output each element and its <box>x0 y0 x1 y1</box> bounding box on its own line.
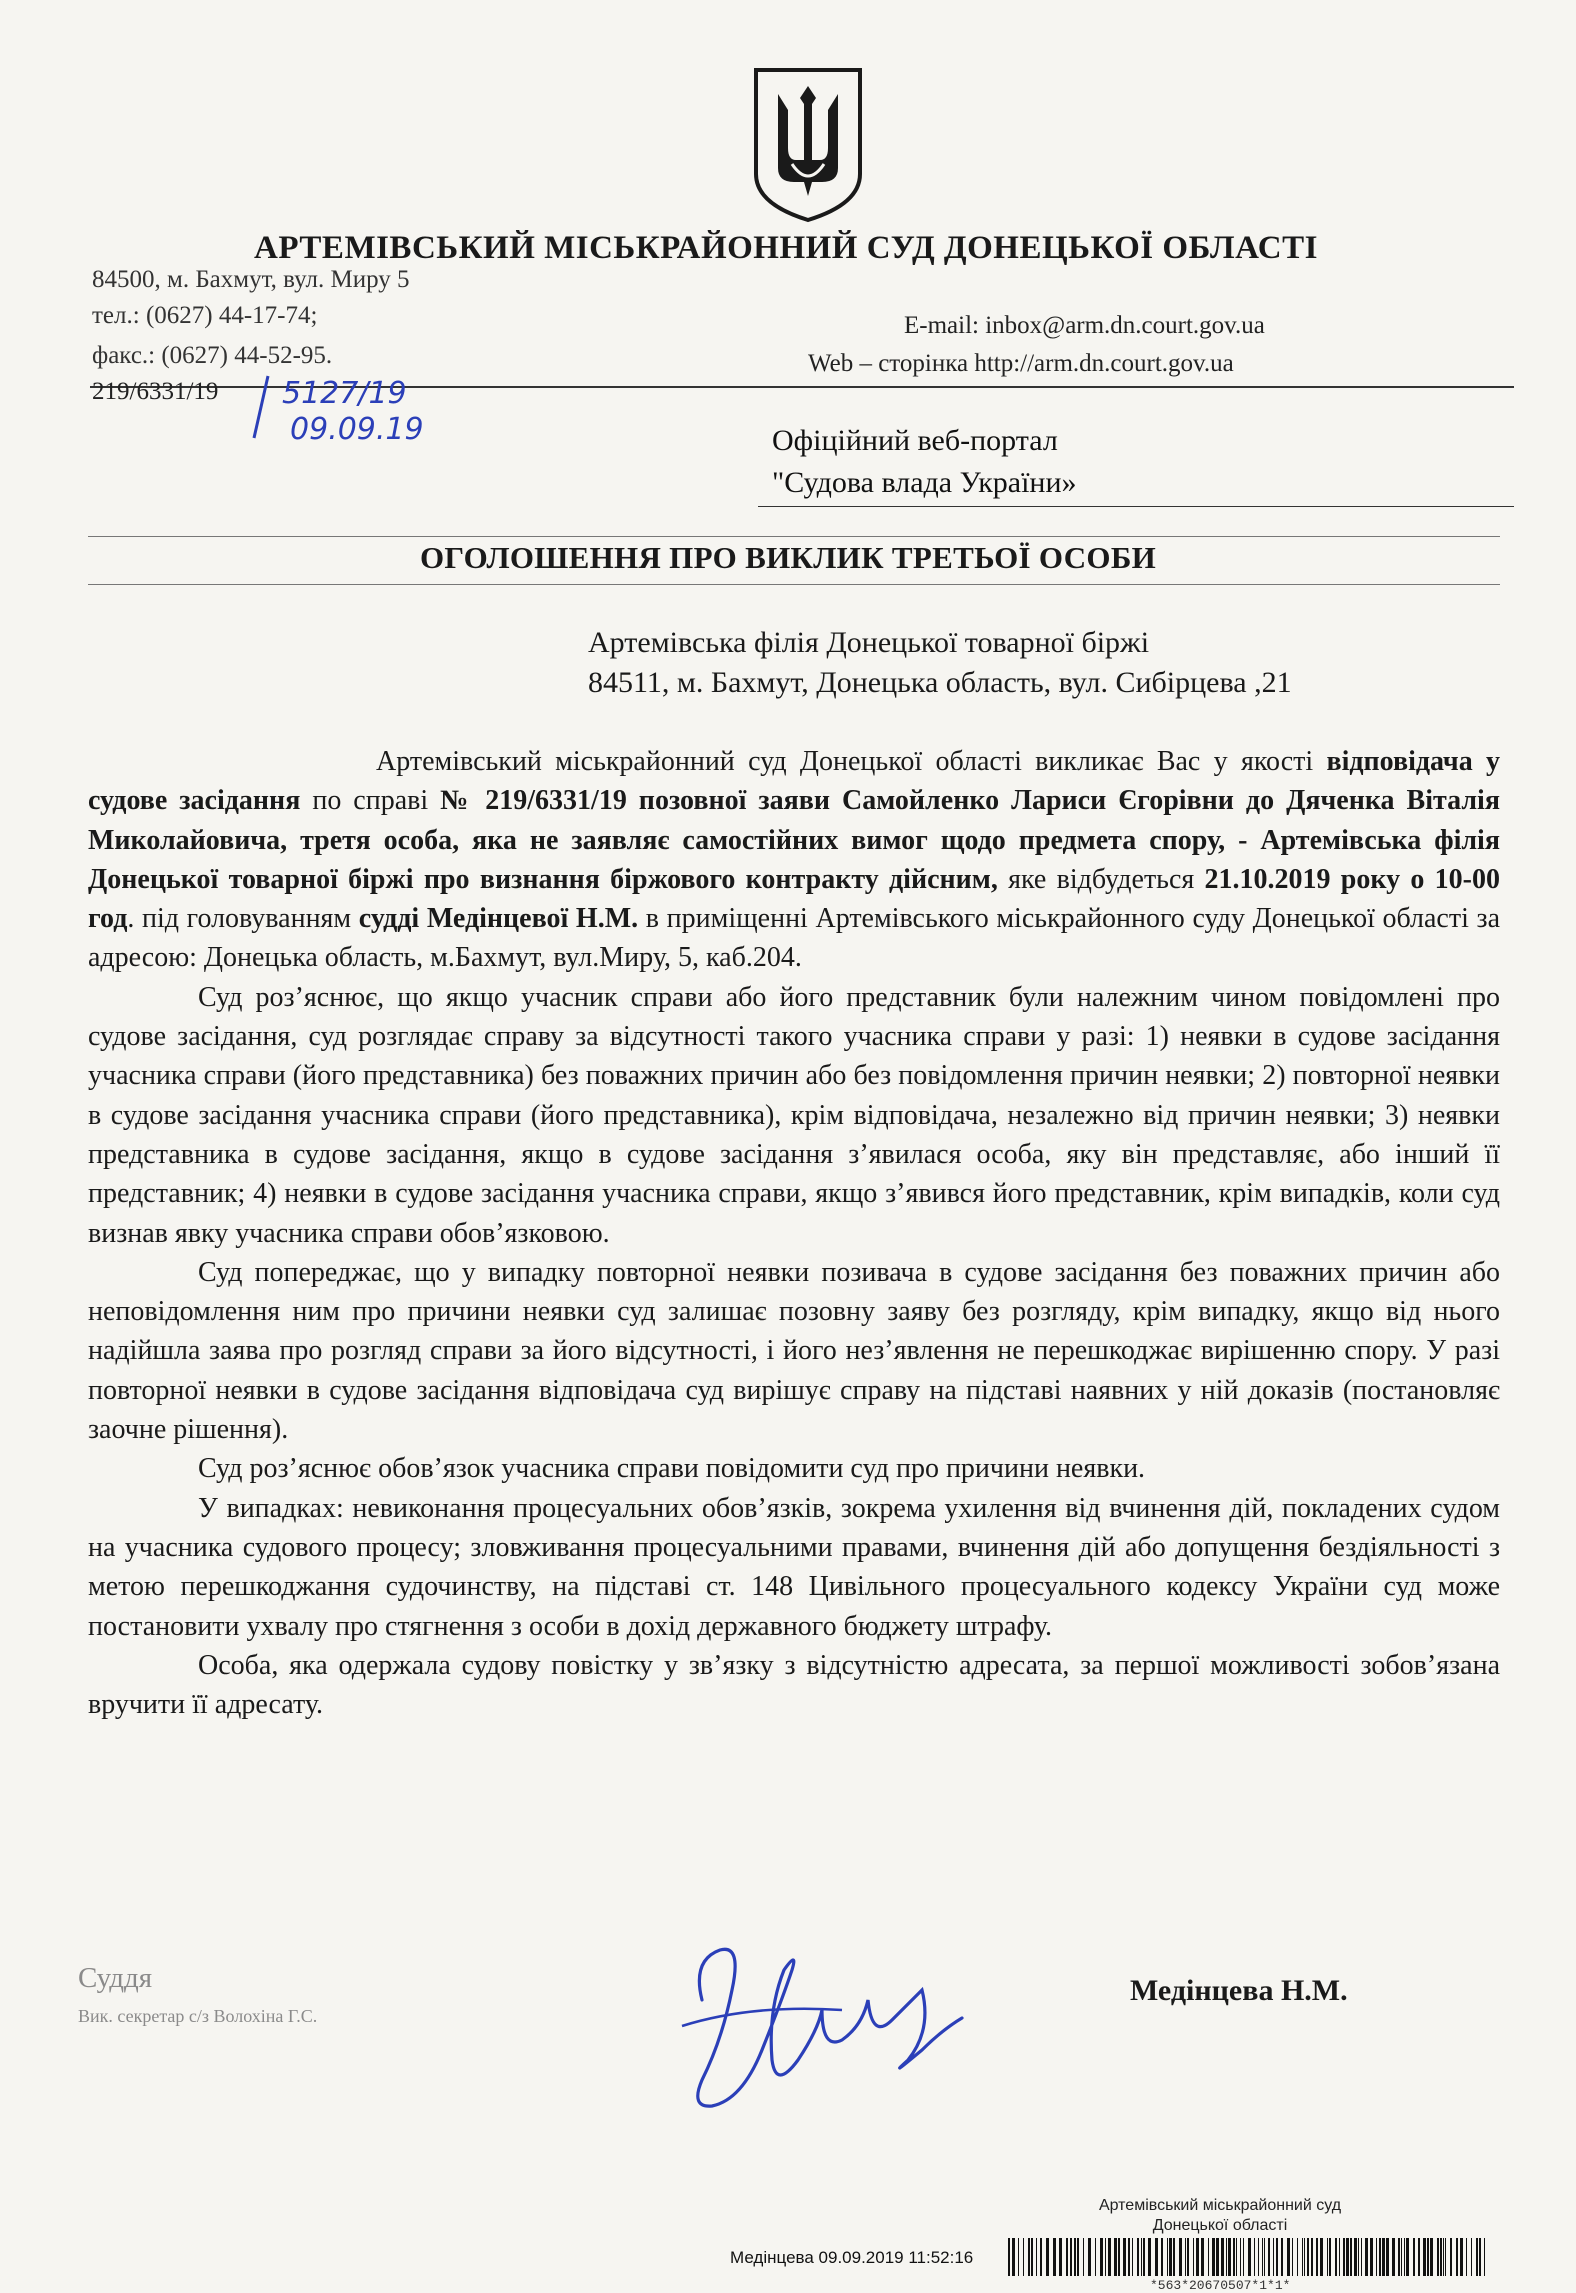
judge-label: Суддя <box>78 1962 153 1994</box>
handwritten-signature <box>672 1930 972 2130</box>
title-top-rule <box>88 536 1500 537</box>
addressee-line-1: Офіційний веб-портал <box>772 424 1058 457</box>
recipient-name: Артемівська філія Донецької товарної біржі <box>588 626 1150 659</box>
barcode <box>1006 2238 1490 2276</box>
secretary-note: Вик. секретар с/з Волохіна Г.С. <box>78 2006 318 2026</box>
barcode-number: *563*20670507*1*1* <box>1150 2278 1291 2293</box>
recipient-address: 84511, м. Бахмут, Донецька область, вул. Сибірцева ,21 <box>588 666 1292 699</box>
court-address: 84500, м. Бахмут, вул. Миру 5 <box>92 266 410 293</box>
body-paragraph-2: Суд роз’яснює, що якщо учасник справи або його представник були належним чином повідомлені про судове засідання, суд розглядає справу за відсутності такого учасника справи у разі: 1) неявки в судове засідання учасника справи (його представника) без поважних причин або без повідомлення причин неявки; 2) повторної неявки в судове засідання учасника справи (його представника), крім відповідача, незалежно від причин неявки; 3) неявки представника в судове засідання, якщо в судове засідання з’явилася особа, яку він представляє, або інший її представник; 4) неявки в судове засідання учасника справи, якщо з’явився його представник, крім випадків, коли суд визнав явку учасника справи обов’язковою. <box>88 981 1500 1249</box>
body-paragraph-6: Особа, яка одержала судову повістку у зв’язку з відсутністю адресата, за першої можливості зобов’язана вручити її адресату. <box>88 1649 1500 1721</box>
judge-name: Медінцева Н.М. <box>1130 1974 1348 2007</box>
handwritten-slash-icon <box>246 372 276 442</box>
registration-number: 219/6331/19 <box>92 378 219 405</box>
court-phone: тел.: (0627) 44-17-74; <box>92 302 318 329</box>
court-fax: факс.: (0627) 44-52-95. <box>92 342 333 369</box>
coat-of-arms-icon <box>748 64 868 224</box>
body-paragraph-5: У випадках: невиконання процесуальних обов’язків, зокрема ухилення від вчинення дій, покладених судом на учасника судового процесу; зловживання процесуальними правами, вчинення дій або допущення бездіяльності з метою перешкоджання судочинству, на підставі ст. 148 Цивільного процесуального кодексу України суд може постановити ухвалу про стягнення з особи в дохід державного бюджету штрафу. <box>88 1492 1500 1642</box>
e-signature-line: Медінцева 09.09.2019 11:52:16 <box>730 2248 974 2267</box>
addressee-line-2: "Судова влада України» <box>772 466 1077 499</box>
body-paragraph-4: Суд роз’яснює обов’язок учасника справи повідомити суд про причини неявки. <box>198 1453 1146 1485</box>
court-email: E-mail: inbox@arm.dn.court.gov.ua <box>904 312 1265 339</box>
handwritten-incoming-number: 5127/19 <box>282 376 407 411</box>
body-paragraph-1: Артемівський міськрайонний суд Донецької області викликає Вас у якості відповідача у судове засідання по справі № 219/6331/19 позовної заяви Самойленко Лариси Єгорівни до Дяченка Віталія Миколайовича, третя особа, яка не заявляє самостійних вимог щодо предмета спору, - Артемівська філія Донецької товарної біржі про визнання біржового контракту дійсним, яке відбудеться 21.10.2019 року о 10-00 год. під головуванням судді Медінцевої Н.М. в приміщенні Артемівського міськрайонного суду Донецької області за адресою: Донецька область, м.Бахмут, вул.Миру, 5, каб.204. <box>88 746 1501 974</box>
body-paragraph-3: Суд попереджає, що у випадку повторної неявки позивача в судове засідання без поважних причин або неповідомлення ним про причини неявки суд залишає позовну заяву без розгляду, крім випадку, якщо від нього надійшла заява про розгляд справи за його відсутності, і його нез’явлення не перешкоджає вирішенню спору. У разі повторної неявки в судове засідання відповідача суд вирішує справу на підставі наявних у ній доказів (постановляє заочне рішення). <box>88 1256 1500 1446</box>
title-bottom-rule <box>88 584 1500 585</box>
notice-title: ОГОЛОШЕННЯ ПРО ВИКЛИК ТРЕТЬОЇ ОСОБИ <box>419 540 1157 575</box>
court-name: АРТЕМІВСЬКИЙ МІСЬКРАЙОННИЙ СУД ДОНЕЦЬКОЇ ОБЛАСТІ <box>254 230 1318 266</box>
notice-body <box>88 742 1500 1724</box>
handwritten-incoming-date: 09.09.19 <box>290 412 424 447</box>
e-stamp-court: Артемівський міськрайонний суд Донецької області <box>1098 2197 1342 2234</box>
court-website: Web – сторінка http://arm.dn.court.gov.ua <box>808 350 1234 377</box>
addressee-underline <box>758 506 1514 507</box>
